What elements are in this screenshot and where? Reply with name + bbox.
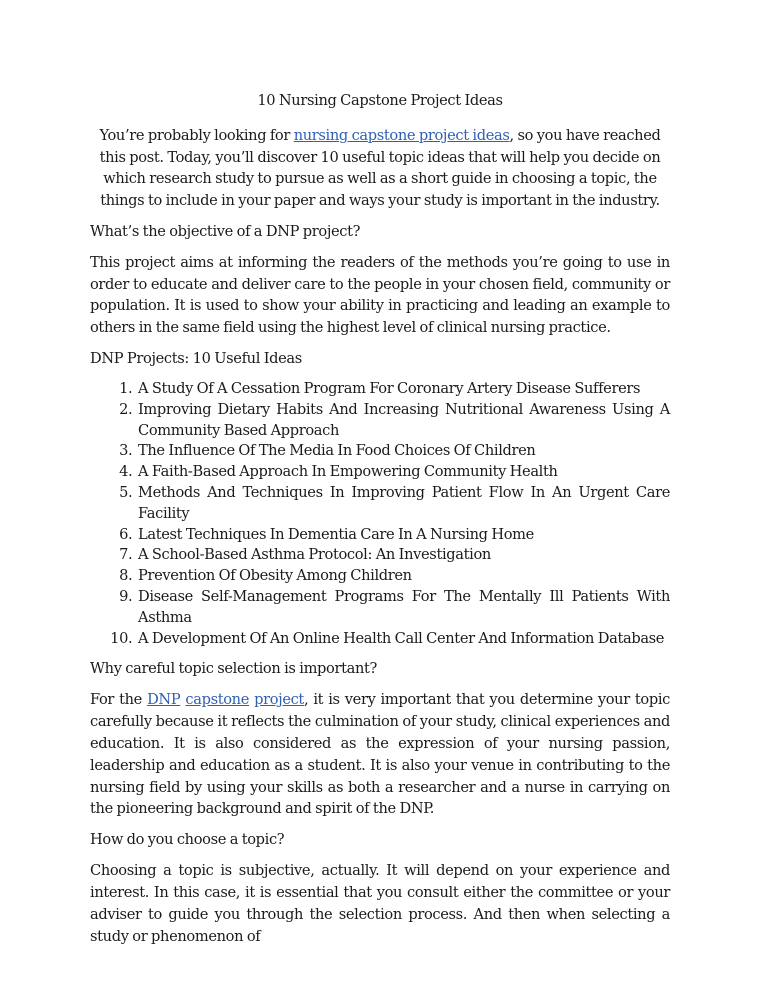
list-item: 4. A Faith-Based Approach In Empowering Community Health [136,462,670,483]
list-item: 2. Improving Dietary Habits And Increasing Nutritional Awareness Using A Community Based Approach [136,400,670,442]
ideas-list [90,379,670,649]
choose-paragraph: Choosing a topic is subjective, actually. It will depend on your experience and interest. In this case, it is essential that you consult either the committee or your adviser to guide you through the selection process. And then when selecting a study or phenomenon of [90,862,670,945]
list-item: 5. Methods And Techniques In Improving Patient Flow In An Urgent Care Facility [136,483,670,525]
document-page [90,88,670,956]
intro-text-after-link: , so you have reached this post. Today, you’ll discover 10 useful topic ideas that will help you decide on which research study to pursue as well as a short guide in choosing a topic, the things to include in your paper and ways your study is important in the industry. [99,127,661,210]
selection-text-before-links: For the [90,691,148,709]
intro-paragraph [90,125,670,212]
selection-heading: Why careful topic selection is important? [90,660,378,678]
project-link[interactable]: project [254,691,304,709]
list-item: 10. A Development Of An Online Health Call Center And Information Database [136,629,670,650]
list-item: 6. Latest Techniques In Dementia Care In A Nursing Home [136,525,670,546]
capstone-link[interactable]: capstone [185,691,249,709]
intro-text-before-link: You’re probably looking for [99,127,294,144]
list-item: 7. A School-Based Asthma Protocol: An Investigation [136,545,670,566]
list-item: 3. The Influence Of The Media In Food Choices Of Children [136,441,670,462]
selection-paragraph [90,689,670,820]
objective-heading: What’s the objective of a DNP project? [90,222,361,240]
ideas-heading: DNP Projects: 10 Useful Ideas [90,350,302,367]
choose-heading: How do you choose a topic? [90,831,285,849]
selection-text-after-links: , it is very important that you determine your topic carefully because it reflects the culmination of your study, clinical experiences and education. It is also considered as the expression of your nursing passion, leadership and education as a student. It is also your venue in contributing to the nursing field by using your skills as both a researcher and a nurse in carrying on the pioneering background and spirit of the DNP. [90,691,670,818]
objective-paragraph: This project aims at informing the readers of the methods you’re going to use in order to educate and deliver care to the people in your chosen field, community or population. It is used to show your ability in practicing and leading an example to others in the same field using the highest level of clinical nursing practice. [90,253,670,337]
document-title: 10 Nursing Capstone Project Ideas [257,92,503,109]
nursing-capstone-project-ideas-link[interactable]: nursing capstone project ideas [293,127,510,144]
list-item: 9. Disease Self-Management Programs For The Mentally Ill Patients With Asthma [136,587,670,629]
list-item: 8. Prevention Of Obesity Among Children [136,566,670,587]
dnp-link[interactable]: DNP [147,691,181,709]
list-item: 1. A Study Of A Cessation Program For Coronary Artery Disease Sufferers [136,379,670,400]
